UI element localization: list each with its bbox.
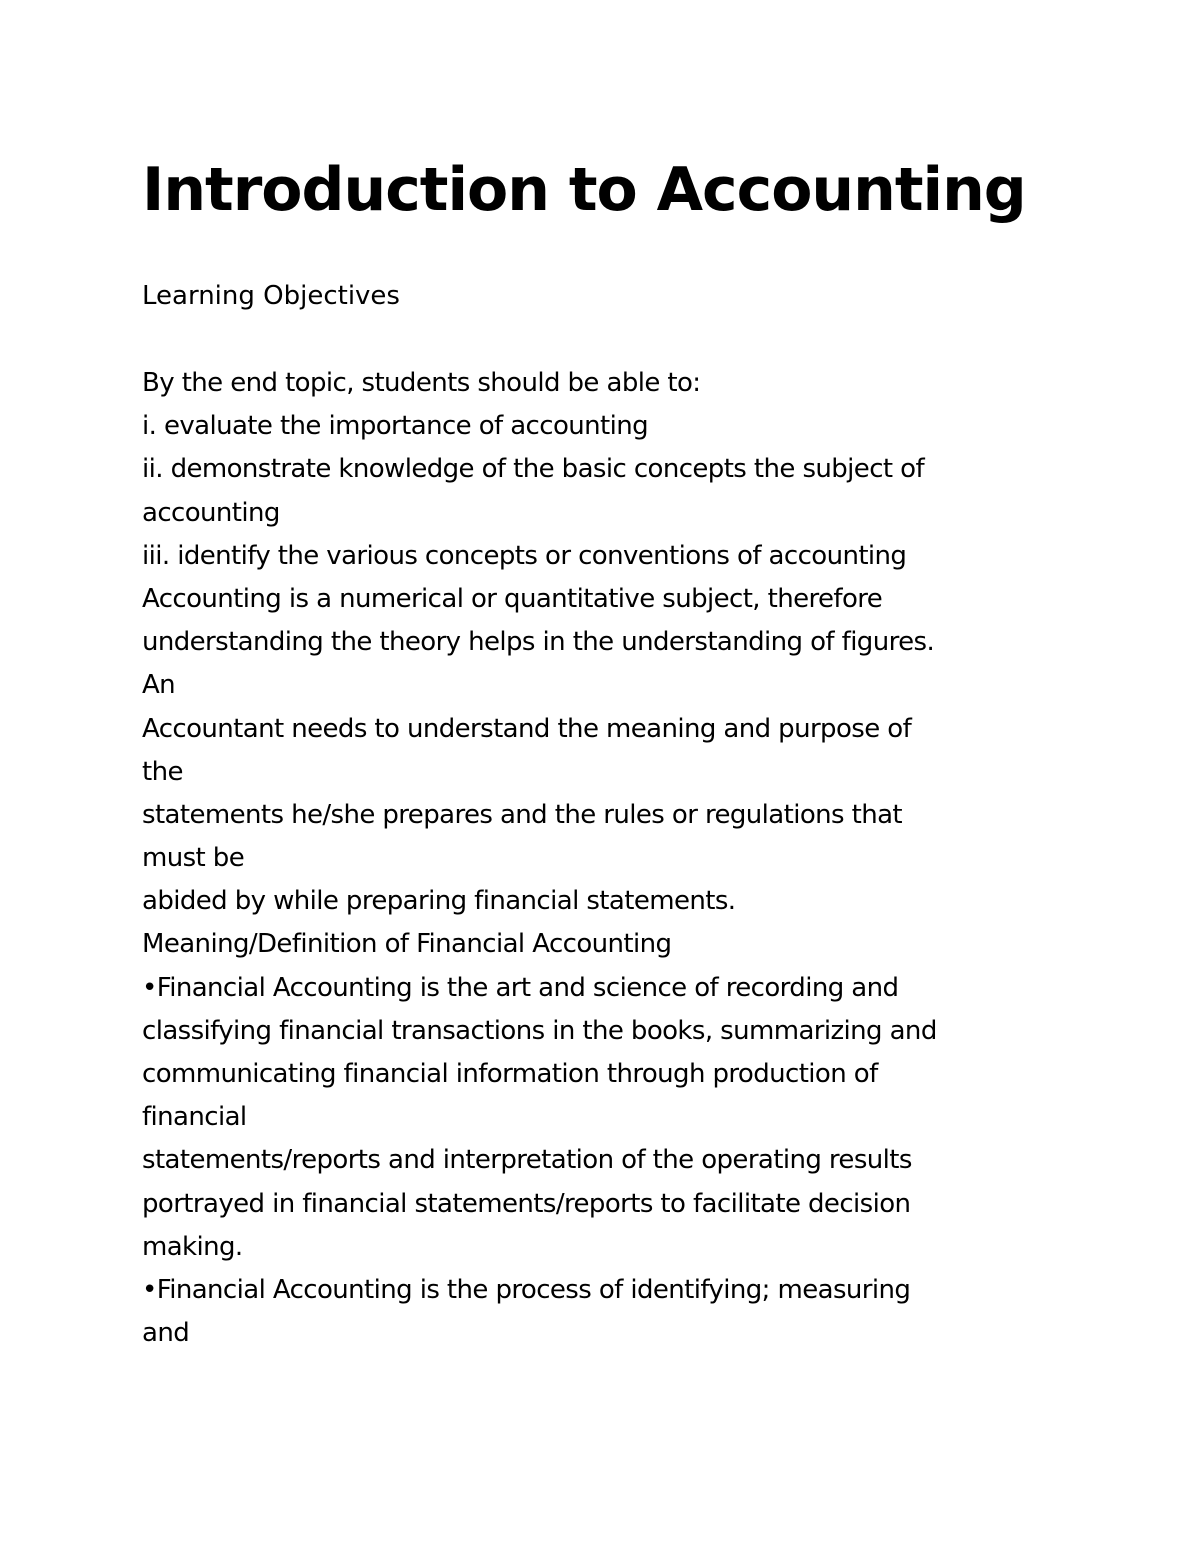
text-line: classifying financial transactions in the books, summarizing and <box>142 1015 937 1046</box>
text-line: must be <box>142 843 245 874</box>
text-line: accounting <box>142 497 280 528</box>
text-line: Accounting is a numerical or quantitative subject, therefore <box>142 583 883 614</box>
text-line: making. <box>142 1231 243 1262</box>
text-line: •Financial Accounting is the art and science of recording and <box>142 972 899 1003</box>
text-line: ii. demonstrate knowledge of the basic concepts the subject of <box>142 454 925 485</box>
text-line: statements/reports and interpretation of the operating results <box>142 1145 912 1176</box>
text-line: financial <box>142 1102 247 1133</box>
text-line: and <box>142 1318 190 1349</box>
text-line: An <box>142 670 176 701</box>
text-line: understanding the theory helps in the understanding of figures. <box>142 627 935 658</box>
section-heading-learning-objectives: Learning Objectives <box>142 281 400 311</box>
text-line: Meaning/Definition of Financial Accounting <box>142 929 672 960</box>
document-body <box>142 362 1102 1355</box>
text-line: •Financial Accounting is the process of identifying; measuring <box>142 1274 911 1305</box>
text-line: abided by while preparing financial statements. <box>142 886 736 917</box>
text-line: iii. identify the various concepts or conventions of accounting <box>142 540 907 571</box>
text-line: i. evaluate the importance of accounting <box>142 411 649 442</box>
text-line: portrayed in financial statements/reports to facilitate decision <box>142 1188 911 1219</box>
text-line: statements he/she prepares and the rules or regulations that <box>142 799 903 830</box>
text-line: the <box>142 756 183 787</box>
page-title: Introduction to Accounting <box>142 155 1026 225</box>
text-line: communicating financial information through production of <box>142 1059 878 1089</box>
text-line: By the end topic, students should be able to: <box>142 368 701 398</box>
text-line: Accountant needs to understand the meaning and purpose of <box>142 713 912 744</box>
